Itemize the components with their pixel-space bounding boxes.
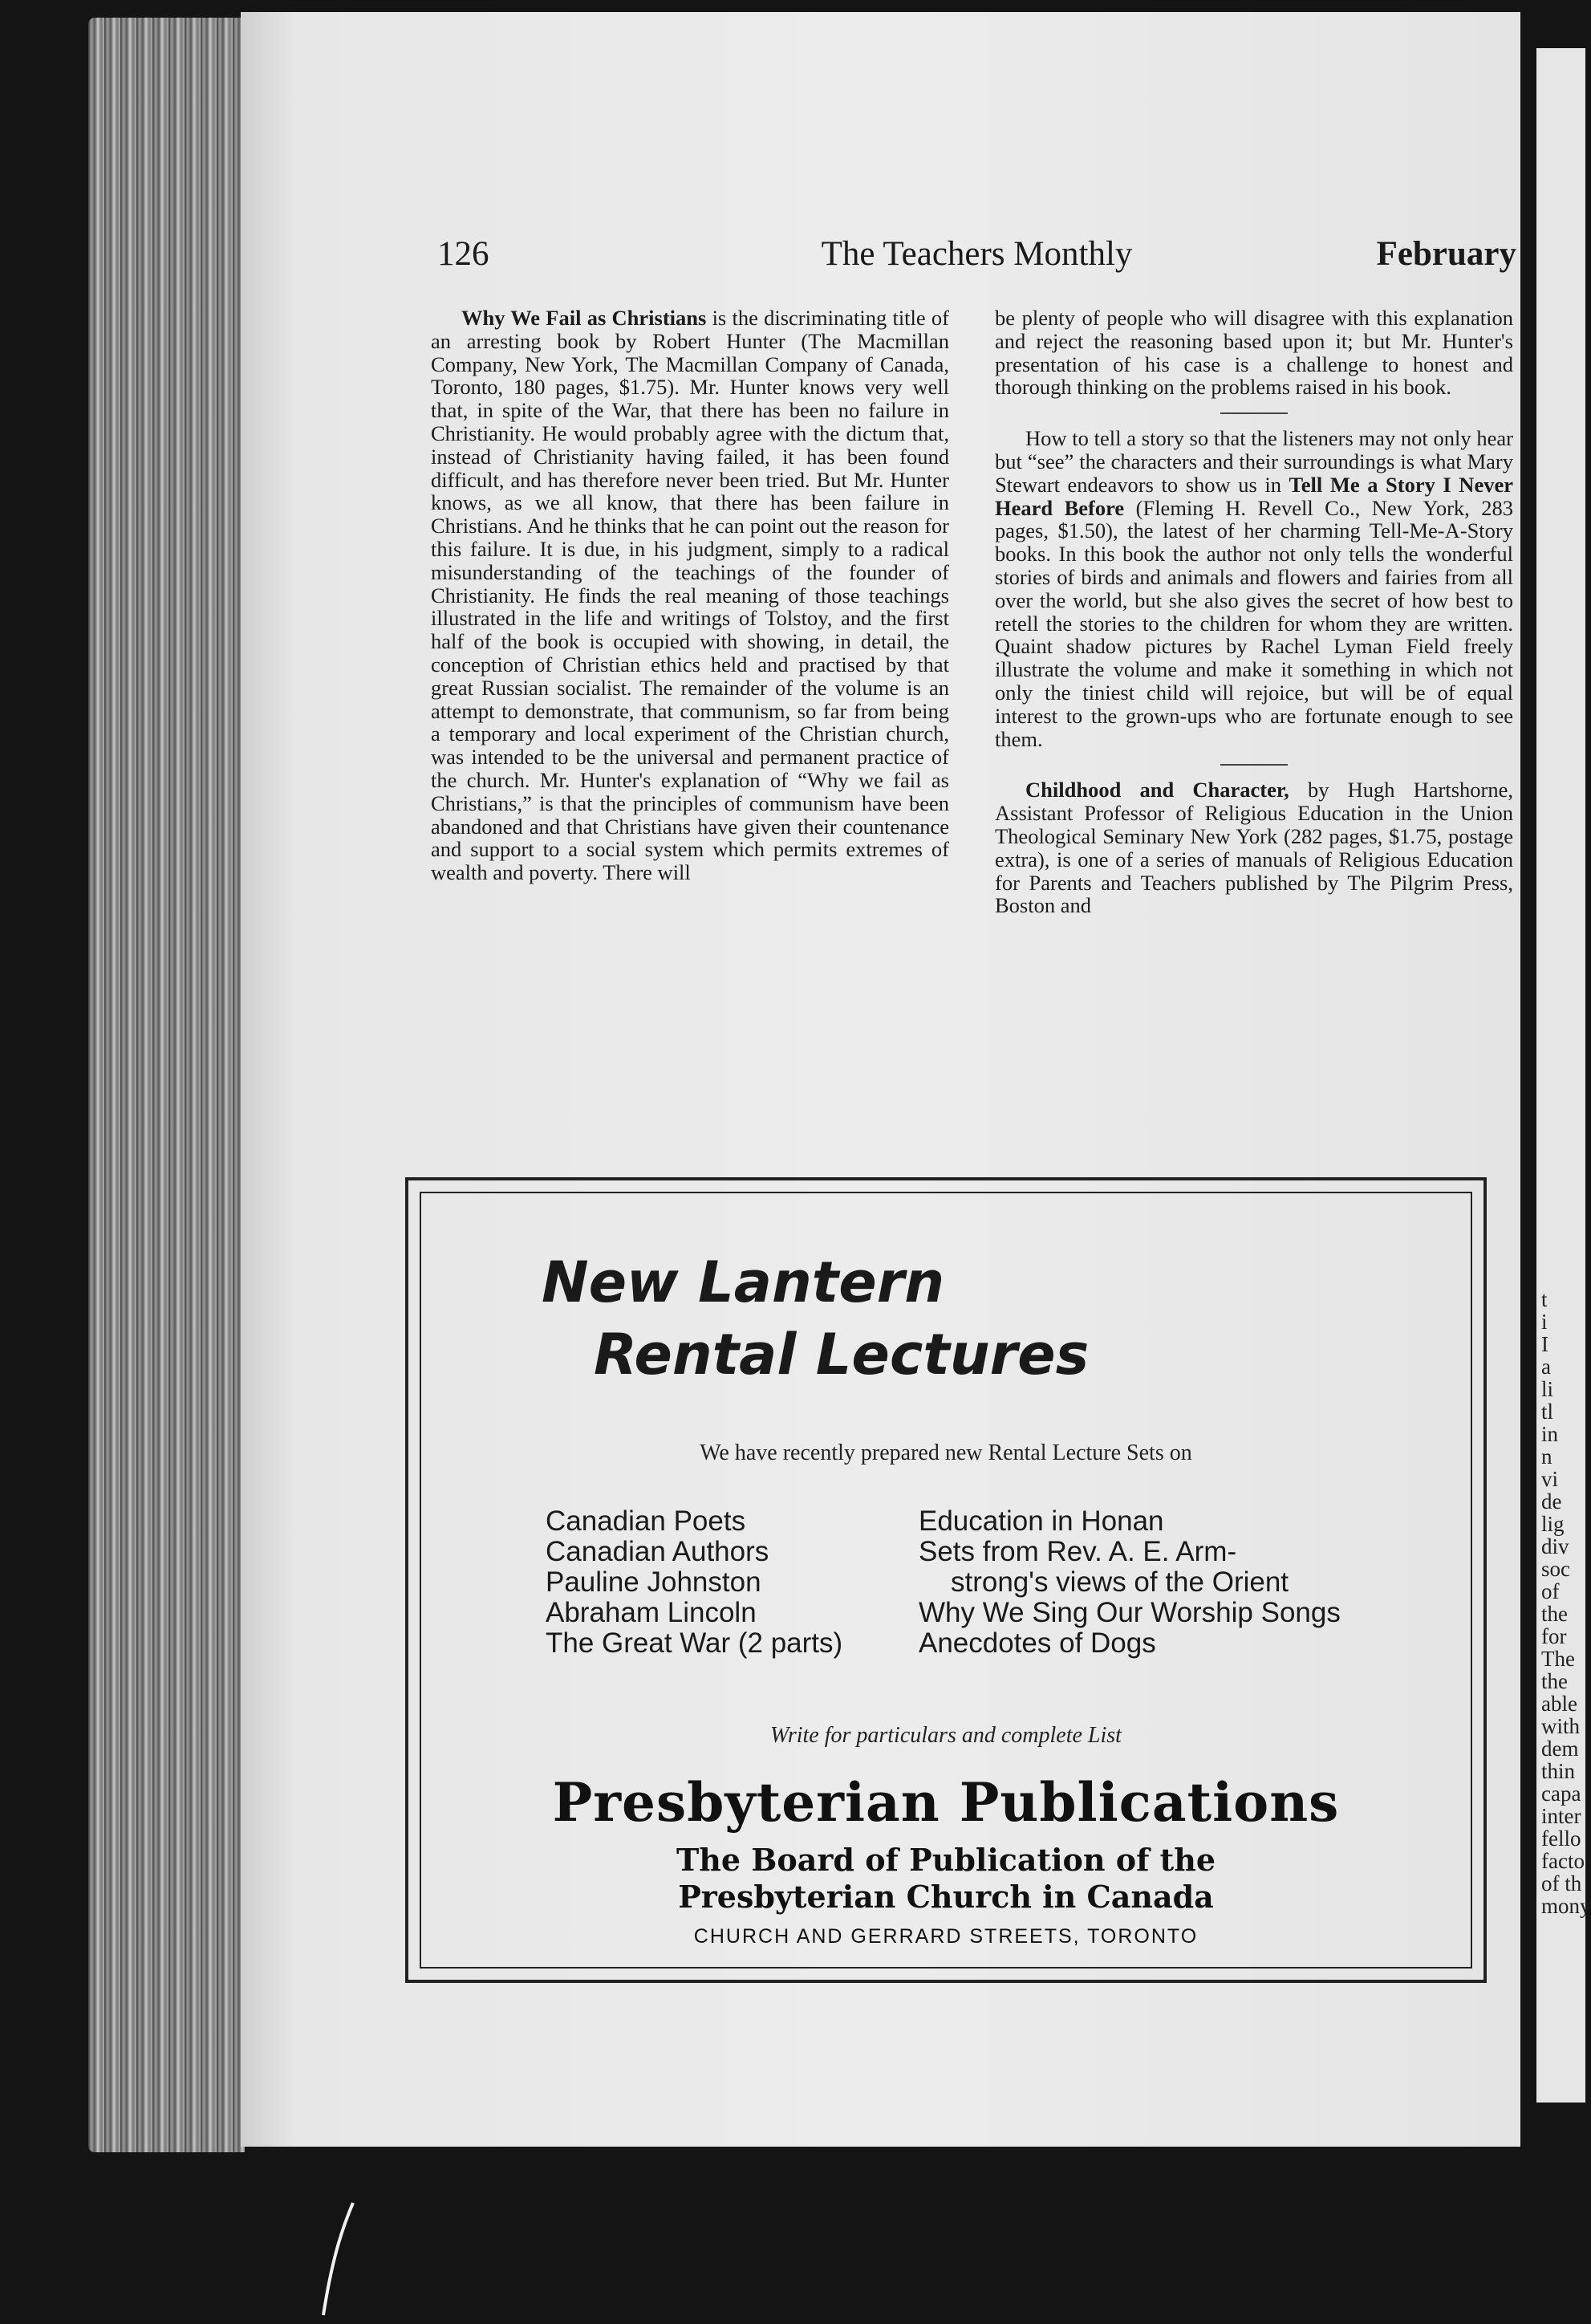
scan-scratch-mark (317, 2199, 365, 2319)
adjacent-page-fragment: tl (1541, 1400, 1554, 1424)
lecture-list-right (919, 1506, 1341, 1659)
adjacent-page-fragment: of th (1541, 1871, 1582, 1895)
publisher-board-line1: The Board of Publication of the (676, 1842, 1216, 1878)
lecture-item: Pauline Johnston (546, 1566, 761, 1598)
adjacent-page-fragment: The (1541, 1647, 1575, 1671)
publisher-address: CHURCH AND GERRARD STREETS, TORONTO (693, 1925, 1199, 1948)
adjacent-page-fragment: n (1541, 1444, 1552, 1469)
adjacent-page-fragment: with (1541, 1714, 1581, 1738)
adjacent-page-fragment: div (1541, 1534, 1569, 1558)
section-divider (1220, 764, 1288, 766)
adjacent-page-fragment: able (1541, 1692, 1577, 1716)
left-column (431, 307, 949, 884)
adjacent-page-fragment: li (1541, 1377, 1554, 1401)
page-number: 126 (437, 235, 489, 273)
adjacent-page-fragment: facto (1541, 1849, 1585, 1873)
publisher-board (421, 1842, 1471, 1916)
lecture-item: Why We Sing Our Worship Songs (919, 1597, 1341, 1628)
right-column (995, 307, 1513, 917)
adjacent-page-fragment: the (1541, 1602, 1568, 1626)
adjacent-page-fragment: i (1541, 1310, 1548, 1334)
lecture-item: Canadian Authors (546, 1536, 769, 1567)
adjacent-page-fragment: vi (1541, 1467, 1559, 1491)
adjacent-page-fragment: a (1541, 1355, 1551, 1379)
adjacent-page (1536, 48, 1591, 2103)
review-text: How to tell a story so that the listeners may not only hear but “see” the characters and their surroundings is what Mary Stewart endeavors to show us in (995, 426, 1513, 497)
adjacent-page-fragment: t (1541, 1287, 1548, 1311)
review-text: (Fleming H. Revell Co., New York, 283 pages, $1.50), the latest of her charming Tell-Me-A-Story books. In this book the author not only tells the wonderful stories of birds and animals and flowers and fairies from all over the world, but she also gives the secret of how best to retell the stories to the children for whom they are written. Quaint shadow pictures by Rachel Lyman Field freely illustrate the volume and make it something in which not only the tiniest child will rejoice, but will be of equal interest to the grown-ups who are fortunate enough to see them. (995, 495, 1513, 751)
ad-title-line2: Rental Lectures (594, 1322, 1090, 1387)
ad-title-line1: New Lantern (542, 1249, 945, 1315)
ad-write-line: Write for particulars and complete List (770, 1723, 1122, 1748)
advertisement-box (405, 1177, 1487, 1983)
lecture-item: strong's views of the Orient (951, 1566, 1289, 1598)
review-text: by Hugh Hartshorne, Assistant Professor of Religious Education in the Union Theological Seminary New York (282 pages, $1.75, postage extra), is one of a series of manuals of Religious Education for Parents and Teachers published by The Pilgrim Press, Boston and (995, 778, 1514, 918)
adjacent-page-fragment: capa (1541, 1782, 1581, 1806)
adjacent-page-fragment: thin (1541, 1759, 1576, 1783)
adjacent-page-fragment: fello (1541, 1826, 1581, 1851)
adjacent-page-fragment: inter (1541, 1804, 1581, 1828)
lecture-list-left (546, 1506, 842, 1659)
book-title-tell-me-a-story: Tell Me a Story I Never Heard Before (995, 472, 1513, 520)
review-tell-me-a-story (995, 427, 1513, 750)
adjacent-page-fragment: for (1541, 1624, 1567, 1648)
lecture-item: Canadian Poets (546, 1505, 746, 1537)
book-title-why-we-fail: Why We Fail as Christians (461, 306, 707, 330)
journal-title: The Teachers Monthly (821, 235, 1133, 273)
adjacent-page-fragments (1536, 1287, 1591, 1918)
lecture-item: Anecdotes of Dogs (919, 1627, 1156, 1659)
adjacent-page-fragment: I (1541, 1332, 1548, 1356)
publisher-board-line2: Presbyterian Church in Canada (678, 1879, 1214, 1915)
lecture-item: The Great War (2 parts) (546, 1627, 843, 1659)
section-divider (1220, 412, 1288, 414)
adjacent-page-fragment: in (1541, 1422, 1559, 1446)
book-title-childhood-and-character: Childhood and Character, (1025, 778, 1289, 802)
adjacent-page-fragment: lig (1541, 1512, 1565, 1536)
review-childhood-and-character (995, 778, 1513, 917)
publisher-name: Presbyterian Publications (552, 1771, 1340, 1834)
advertisement-inner-border (420, 1192, 1472, 1968)
adjacent-page-fragment: de (1541, 1489, 1562, 1513)
lecture-item: Sets from Rev. A. E. Arm- (919, 1536, 1237, 1567)
lecture-item: Abraham Lincoln (546, 1597, 757, 1628)
issue-month: February (1376, 235, 1516, 273)
adjacent-page-fragment: of (1541, 1579, 1560, 1603)
running-head (437, 234, 1516, 274)
adjacent-page-fragment: soc (1541, 1557, 1570, 1581)
review-why-we-fail (431, 307, 949, 884)
adjacent-page-fragment: the (1541, 1669, 1568, 1693)
adjacent-page-fragment: dem (1541, 1737, 1579, 1761)
ad-intro: We have recently prepared new Rental Lecture Sets on (700, 1440, 1192, 1465)
adjacent-page-fragment: mony (1541, 1894, 1591, 1918)
review-continuation: be plenty of people who will disagree with this explanation and reject the reasoning based upon it; but Mr. Hunter's presentation of his case is a challenge to honest and thorough thinking on the problems raised in his book. (995, 306, 1513, 400)
page-edges (88, 18, 245, 2152)
review-text: is the discriminating title of an arresting book by Robert Hunter (The Macmillan Company, New York, The Macmillan Company of Canada, Toronto, 180 pages, $1.75). Mr. Hunter knows very well that, in spite of the War, that there has been no failure in Christianity. He would probably agree with the dictum that, instead of Christianity having failed, it has been found difficult, and has therefore never been tried. But Mr. Hunter knows, as we all know, that there has been failure in Christians. And he thinks that he can point out the reason for this failure. It is due, in his judgment, simply to a radical misunderstanding of the teachings of the founder of Christianity. He finds the real meaning of those teachings illustrated in the life and writings of Tolstoy, and the first half of the book is occupied with showing, in detail, the conception of Christian ethics held and practised by that great Russian socialist. The remainder of the volume is an attempt to demonstrate, that communism, so far from being a temporary and local experiment of the Christian church, was intended to be the universal and permanent practice of the church. Mr. Hunter's explanation of “Why we fail as Christians,” is that the principles of communism have been abandoned and that Christians have given their countenance and support to a social system which permits extremes of wealth and poverty. There will (431, 306, 949, 885)
lecture-item: Education in Honan (919, 1505, 1164, 1537)
